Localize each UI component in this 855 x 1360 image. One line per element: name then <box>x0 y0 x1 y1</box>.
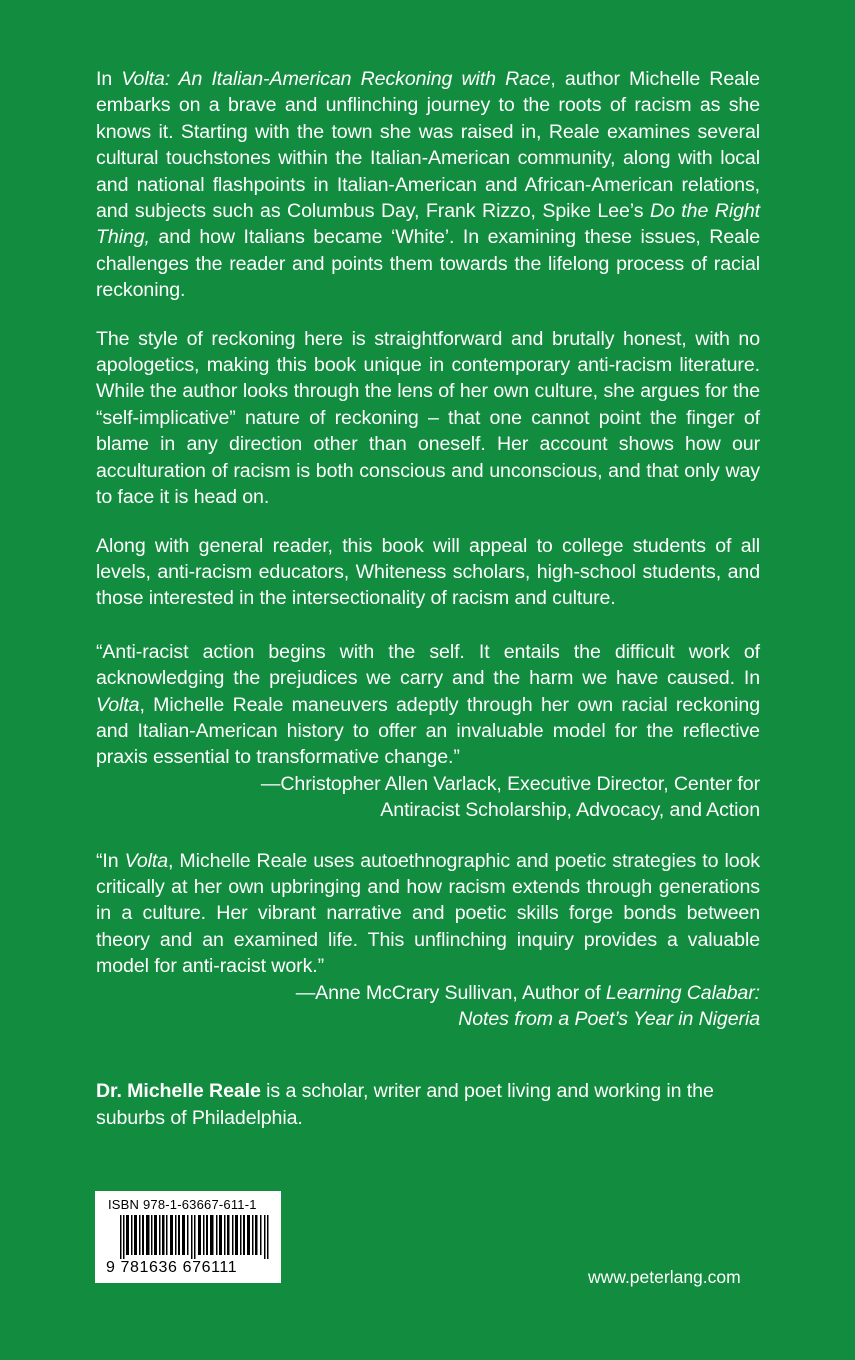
endorsement-attribution-1a: —Christopher Allen Varlack, Executive Director, Center for <box>260 772 760 795</box>
back-cover-text <box>96 66 760 1131</box>
author-bio: Dr. Michelle Reale is a scholar, writer and poet living and working in the suburbs of Philadelphia. <box>96 1080 714 1129</box>
endorsement-attribution-2a: —Anne McCrary Sullivan, Author of Learning Calabar: <box>295 981 760 1004</box>
author-name: Dr. Michelle Reale <box>96 1080 261 1103</box>
description-paragraph-1: In Volta: An Italian-American Reckoning with Race, author Michelle Reale embarks on a brave and unflinching journey to the roots of racism as she knows it. Starting with the town she was raised in, Reale examines several cultural touchstones within the Italian-American community, along with local and national flashpoints in Italian-American and African-American relations, and subjects such as Columbus Day, Frank Rizzo, Spike Lee’s Do the Right Thing, and how Italians became ‘White’. In examining these issues, Reale challenges the reader and points them towards the lifelong process of racial reckoning. <box>96 68 761 302</box>
isbn-label: ISBN 978-1-63667-611-1 <box>108 1197 257 1212</box>
isbn-barcode <box>95 1191 281 1283</box>
description-paragraph-3: Along with general reader, this book will appeal to college students of all levels, anti-racism educators, Whiteness scholars, high-school students, and those interested in the intersectionality of racism and culture. <box>96 534 760 610</box>
publisher-website[interactable]: www.peterlang.com <box>588 1267 741 1287</box>
barcode-digits: 9 781636 676111 <box>106 1259 238 1276</box>
film-title: Do the Right Thing, <box>96 200 761 249</box>
endorsement-quote-1: “Anti-racist action begins with the self. It entails the difficult work of acknowledging the prejudices we carry and the harm we have caused. In Volta, Michelle Reale maneuvers adeptly through her own racial reckoning and Italian-American history to offer an invaluable model for the reflective praxis essential to transformative change.” <box>96 640 760 769</box>
description-paragraph-2: The style of reckoning here is straightforward and brutally honest, with no apologetics, making this book unique in contemporary anti-racism literature. While the author looks through the lens of her own culture, she argues for the “self-implicative” nature of reckoning – that one cannot point the finger of blame in any direction other than oneself. Her account shows how our acculturation of racism is both conscious and unconscious, and that only way to face it is head on. <box>96 327 760 509</box>
book-title: Volta: An Italian-American Reckoning with Race <box>121 68 551 90</box>
endorsement-quote-2: “In Volta, Michelle Reale uses autoethnographic and poetic strategies to look critically at her own upbringing and how racism extends through generations in a culture. Her vibrant narrative and poetic skills forge bonds between theory and an examined life. This unflinching inquiry provides a valuable model for anti-racist work.” <box>96 849 760 978</box>
endorsement-attribution-2b: Notes from a Poet’s Year in Nigeria <box>458 1008 760 1030</box>
endorsement-attribution-1b: Antiracist Scholarship, Advocacy, and Action <box>380 799 760 822</box>
barcode-bars-graphic <box>120 1215 270 1259</box>
